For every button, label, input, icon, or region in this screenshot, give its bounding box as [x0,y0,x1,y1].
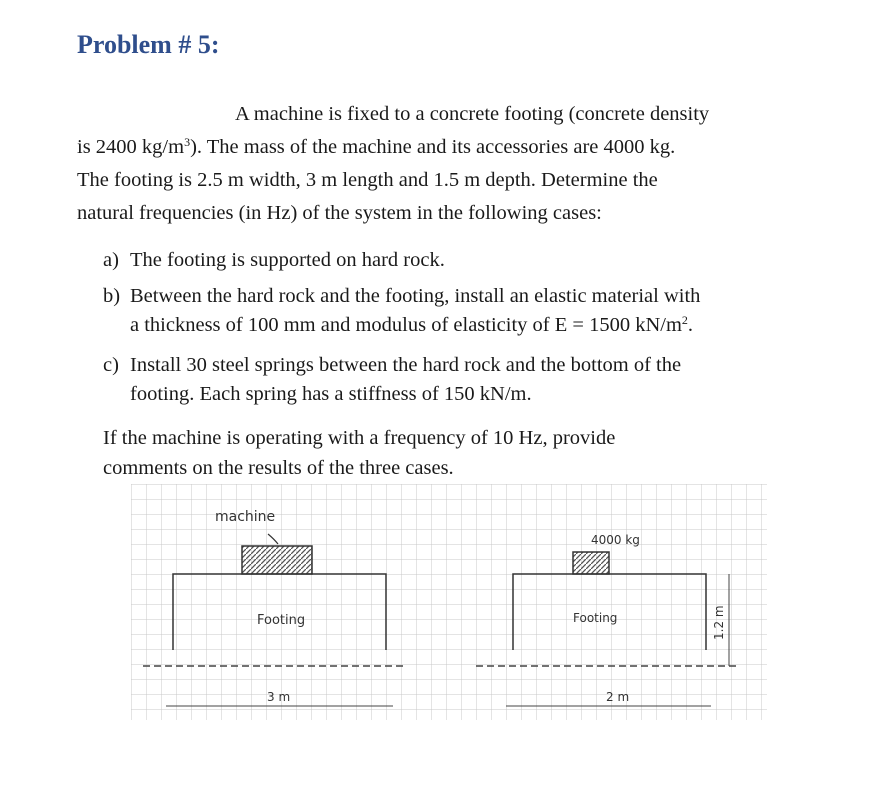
operating-note [103,423,615,483]
case-c [103,351,681,409]
statement-line-2: is 2400 $kg/m^3$). The mass of the machine and its accessories are 4000 kg. [77,135,676,158]
case-c-label: c) [103,354,119,376]
case-a-text: The footing is supported on hard rock. [130,249,445,271]
note-line-1: If the machine is operating with a frequency of 10 Hz, provide [103,427,616,449]
case-b-text-2: a thickness of 100 mm and modulus of elasticity of E = 1500 $kN/m^2$. [130,313,694,336]
footing-sketch [131,484,767,720]
case-b [103,282,700,340]
case-b-text-1: Between the hard rock and the footing, install an elastic material with [130,285,701,307]
mass-block [573,552,609,574]
case-b-label: b) [103,285,121,307]
case-c-text-2: footing. Each spring has a stiffness of 150 kN/m. [130,383,532,405]
statement-line-4: natural frequencies (in Hz) of the system in the following cases: [77,202,602,224]
statement-line-3: The footing is 2.5 m width, 3 m length and 1.5 m depth. Determine the [77,169,658,191]
right-footing-label: Footing [573,611,618,625]
case-c-text-1: Install 30 steel springs between the hard rock and the bottom of the [130,354,682,376]
depth-dimension-label: 1.2 m [712,605,726,640]
machine-label: machine [215,509,276,525]
case-a [103,246,445,275]
machine-block [242,546,312,574]
statement-line-1: A machine is fixed to a concrete footing (concrete density [235,103,710,125]
left-footing-label: Footing [257,613,306,628]
problem-statement [77,98,797,230]
left-dimension-label: 3 m [267,690,291,704]
right-dimension-label: 2 m [606,690,630,704]
case-a-label: a) [103,249,119,271]
note-line-2: comments on the results of the three cases. [103,457,454,479]
mass-label: 4000 kg [591,533,640,547]
problem-title: Problem # 5: [77,30,220,59]
